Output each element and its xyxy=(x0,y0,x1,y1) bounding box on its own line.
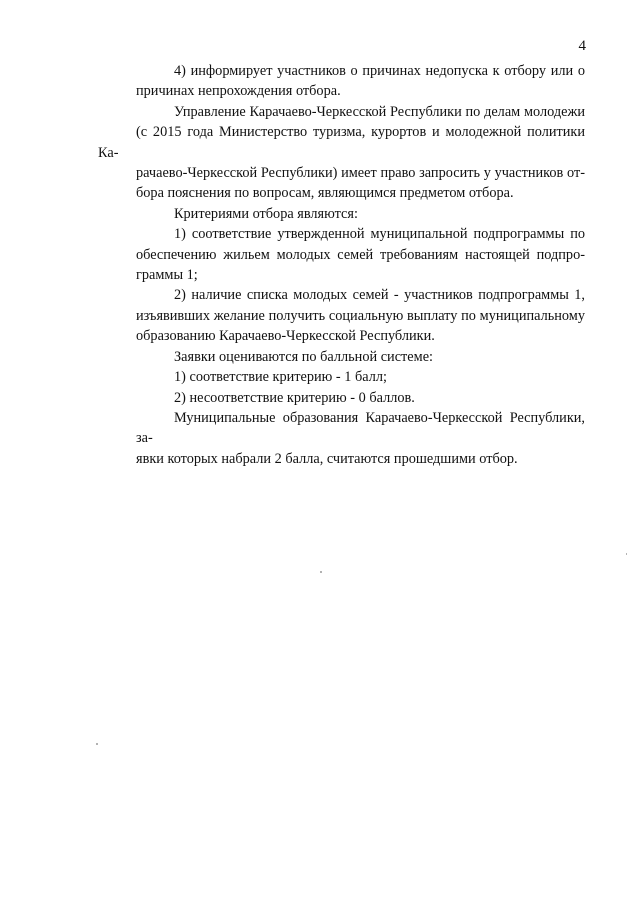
text-line: Критериями отбора являются: xyxy=(174,205,358,222)
text-line: граммы 1; xyxy=(136,267,198,284)
text-line: 1) соответствие утвержденной муниципальной подпрограммы по xyxy=(174,226,585,243)
text-line: 2) несоответствие критерию - 0 баллов. xyxy=(174,389,415,406)
scan-speck xyxy=(626,553,627,555)
text-line: обеспечению жильем молодых семей требованиям настоящей подпро- xyxy=(136,246,585,263)
paragraph-criterion-2 xyxy=(98,285,585,346)
paragraph-youth-affairs xyxy=(98,102,585,204)
text-line: 2) наличие списка молодых семей - участников подпрограммы 1, xyxy=(174,287,585,304)
paragraph-criterion-1 xyxy=(98,224,585,285)
scan-speck xyxy=(320,571,322,573)
text-line: 1) соответствие критерию - 1 балл; xyxy=(174,369,387,386)
scan-speck xyxy=(96,743,98,745)
paragraph-passed-selection xyxy=(98,408,585,469)
paragraph-scoring-system xyxy=(98,347,585,367)
paragraph-score-match xyxy=(98,367,585,387)
text-line: 4) информирует участников о причинах недопуска к отбору или о xyxy=(174,63,585,79)
text-line: образованию Карачаево-Черкесской Республики. xyxy=(136,328,435,345)
paragraph-criteria-heading xyxy=(98,204,585,224)
text-line: Управление Карачаево-Черкесской Республики по делам молодежи xyxy=(174,103,585,120)
document-body xyxy=(98,61,585,469)
text-line: Муниципальные образования Карачаево-Черкесской Республики, за- xyxy=(136,409,585,447)
page-number: 4 xyxy=(578,38,586,54)
text-line: причинах непрохождения отбора. xyxy=(136,83,341,100)
text-line: явки которых набрали 2 балла, считаются прошедшими отбор. xyxy=(136,450,518,467)
text-line: изъявивших желание получить социальную выплату по муниципальному xyxy=(136,307,585,324)
text-line: Заявки оцениваются по балльной системе: xyxy=(174,348,434,365)
text-line: бора пояснения по вопросам, являющимся предметом отбора. xyxy=(136,185,514,202)
paragraph-notify-reasons xyxy=(98,61,585,102)
paragraph-score-mismatch xyxy=(98,388,585,408)
text-line: (с 2015 года Министерство туризма, курортов и молодежной политики Ка- xyxy=(98,124,585,161)
text-line: рачаево-Черкесской Республики) имеет право запросить у участников от- xyxy=(136,165,585,182)
